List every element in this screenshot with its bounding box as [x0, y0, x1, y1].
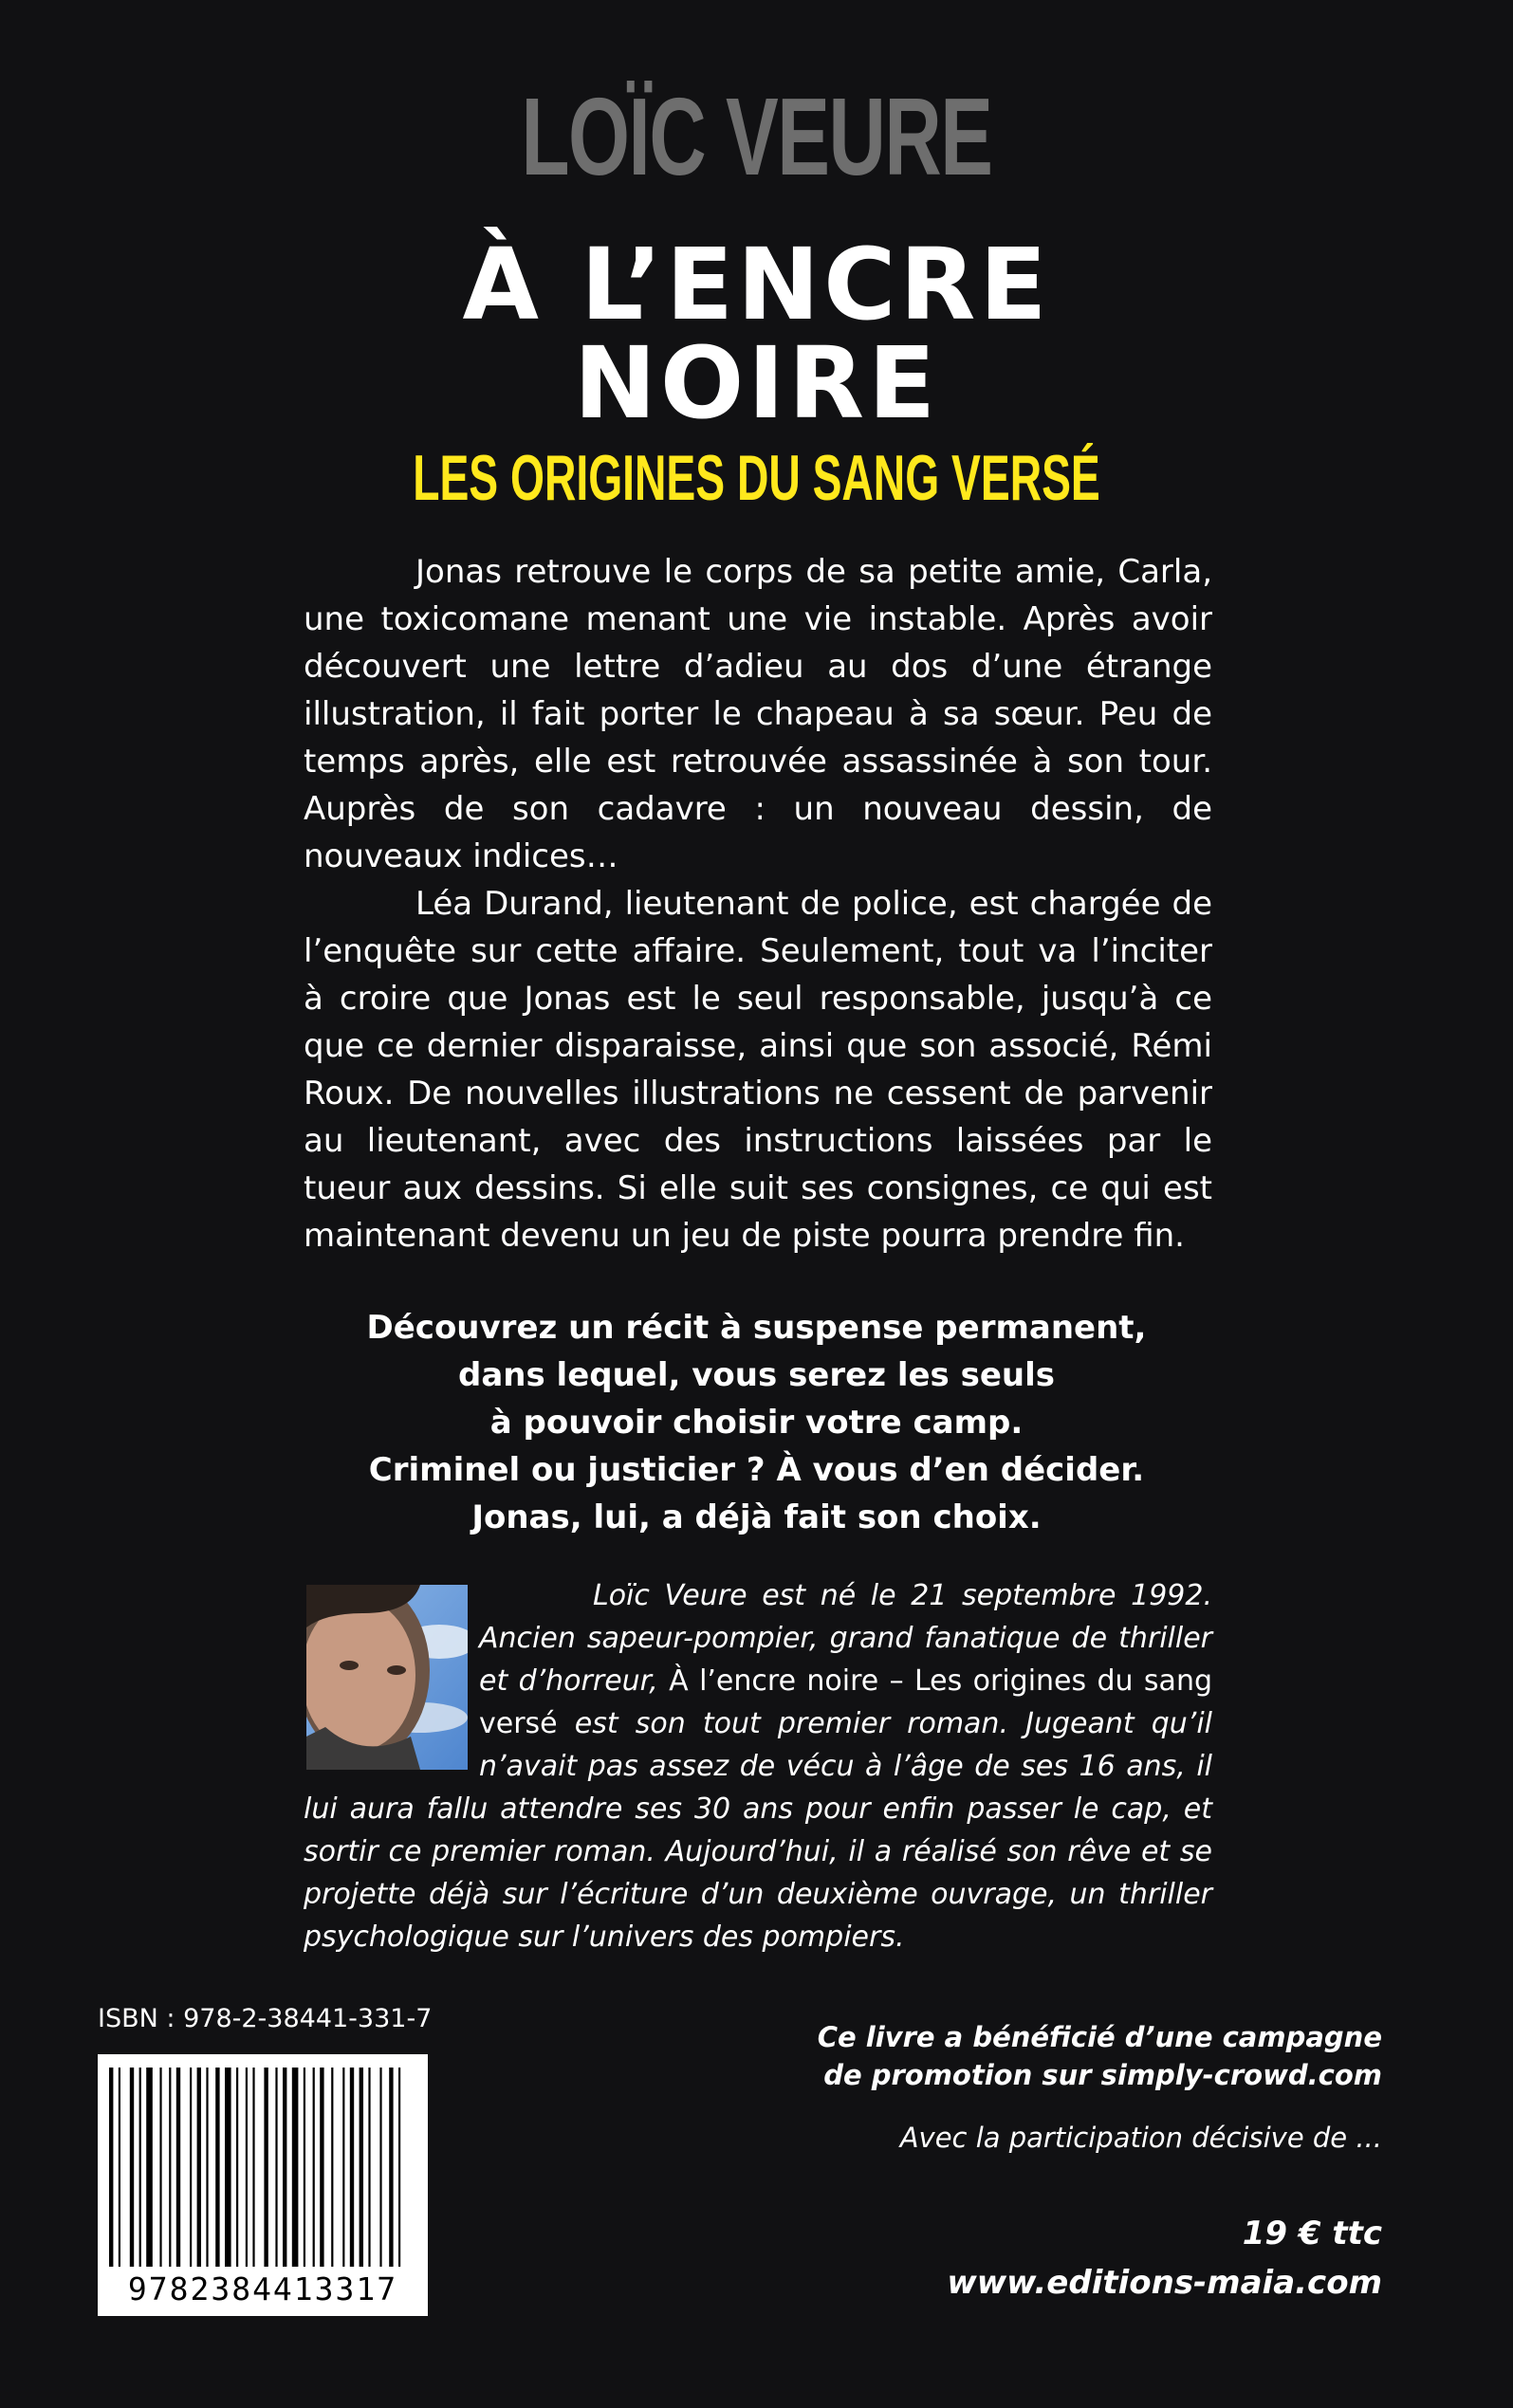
barcode-bar	[159, 2068, 161, 2267]
summary-paragraph-2: Léa Durand, lieutenant de police, est chargée de l’enquête sur cette affaire. Seulement, tout va l’inciter à croire que Jonas est le seul responsable, jusqu’à ce que ce dernier disparaisse, ainsi que son associé, Rémi Roux. De nouvelles illustrations ne cessent de parvenir au lieutenant, avec des instructions laissées par le tueur aux dessins. Si elle suit ses consignes, ce qui est maintenant devenu un jeu de piste pourra prendre fin.	[304, 885, 1212, 1255]
website-link[interactable]: www.editions-maia.com	[947, 2264, 1382, 2302]
tagline-line: Jonas, lui, a déjà fait son choix.	[471, 1498, 1042, 1536]
barcode-bar	[225, 2068, 231, 2267]
tagline-line: Découvrez un récit à suspense permanent,	[366, 1309, 1147, 1347]
bio-text-part1: Loïc Veure est né le 21 septembre 1992. Ancien sapeur-pompier, grand fanatique de thriller et d’horreur,	[479, 1579, 1212, 1698]
barcode-bar	[109, 2068, 113, 2267]
barcode-bar	[146, 2068, 153, 2267]
barcode-bar	[169, 2068, 171, 2267]
book-title-line2: NOIRE	[573, 325, 940, 441]
barcode-bar	[139, 2068, 141, 2267]
barcode-bar	[206, 2068, 208, 2267]
tagline	[0, 1304, 1513, 1541]
barcode-bar	[379, 2068, 381, 2267]
barcode-bar	[252, 2068, 254, 2267]
bio-text-part2: est son tout premier roman. Jugeant qu’il n’avait pas assez de vécu à l’âge de ses 16 ans, il lui aura fallu attendre ses 30 ans pour enfin passer le cap, et sortir ce premier roman. Aujourd’hui, il a réalisé son rêve et se projette déjà sur l’écriture d’un deuxième ouvrage, un thriller psychologique sur l’univers des pompiers.	[304, 1707, 1212, 1954]
author-name: LOÏC VEURE	[521, 75, 992, 198]
participation-note: Avec la participation décisive de ...	[899, 2122, 1382, 2154]
barcode-bar	[342, 2068, 344, 2267]
book-title-line1: À L’ENCRE	[462, 227, 1051, 342]
promo-line-1: Ce livre a bénéficié d’une campagne	[817, 2021, 1382, 2053]
barcode-bar	[360, 2068, 363, 2267]
summary-paragraph-1: Jonas retrouve le corps de sa petite amie, Carla, une toxicomane menant une vie instable. Après avoir découvert une lettre d’adieu au dos d’une étrange illustration, il fait porter le chapeau à sa sœur. Peu de temps après, elle est retrouvée assassinée à son tour. Auprès de son cadavre : un nouveau dessin, de nouveaux indices…	[304, 553, 1212, 875]
isbn-label: ISBN : 978-2-38441-331-7	[98, 2004, 433, 2033]
barcode-bar	[130, 2068, 134, 2267]
promo-line-2: de promotion sur simply-crowd.com	[823, 2059, 1382, 2091]
barcode-bar	[331, 2068, 333, 2267]
barcode-bar	[246, 2068, 248, 2267]
barcode-bar	[190, 2068, 192, 2267]
tagline-line: dans lequel, vous serez les seuls	[457, 1356, 1056, 1394]
barcode-bar	[119, 2068, 120, 2267]
barcode-bar	[320, 2068, 323, 2267]
barcode-bar	[236, 2068, 238, 2267]
barcode-bar	[368, 2068, 370, 2267]
author-bio	[304, 1574, 1212, 1958]
barcode-bar	[264, 2068, 268, 2267]
price: 19 € ttc	[1242, 2215, 1382, 2252]
barcode-bar	[350, 2068, 354, 2267]
barcode-bar	[313, 2068, 315, 2267]
bio-book-title: À l’encre noire – Les origines du sang versé	[479, 1664, 1212, 1740]
tagline-line: à pouvoir choisir votre camp.	[489, 1404, 1024, 1442]
barcode-bar	[292, 2068, 299, 2267]
barcode-bar	[398, 2068, 400, 2267]
barcode-bar	[176, 2068, 180, 2267]
barcode-bar	[197, 2068, 201, 2267]
barcode-bar	[389, 2068, 393, 2267]
summary-text	[304, 548, 1212, 1259]
barcode-bar	[304, 2068, 305, 2267]
tagline-line: Criminel ou justicier ? À vous d’en décider.	[368, 1451, 1145, 1489]
barcode-bar	[283, 2068, 286, 2267]
barcode-bar	[275, 2068, 277, 2267]
barcode-bar	[215, 2068, 219, 2267]
barcode-digits: 9782384413317	[127, 2270, 398, 2307]
book-subtitle: LES ORIGINES DU SANG VERSÉ	[413, 442, 1100, 514]
